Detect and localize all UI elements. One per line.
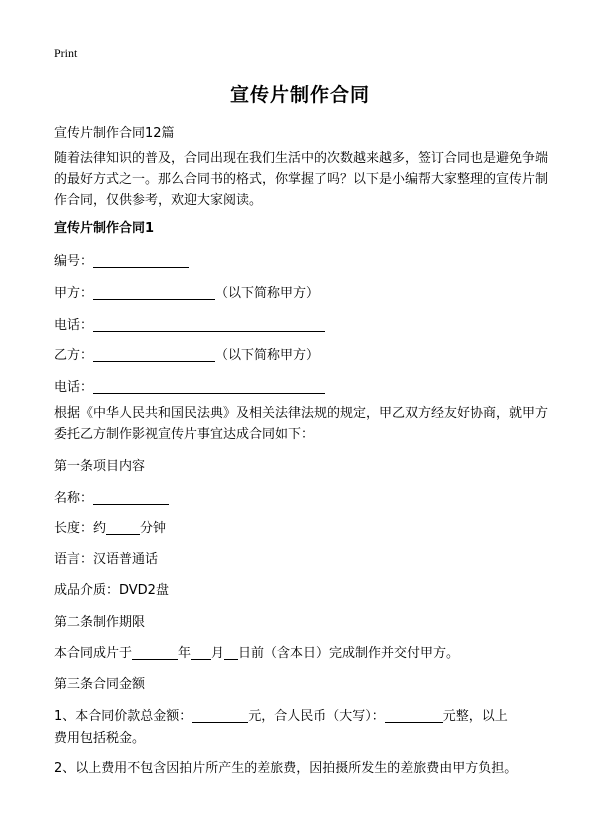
party-b-note: （以下简称甲方）	[215, 348, 320, 363]
length-suffix: 分钟	[140, 521, 167, 536]
clause1-mid: 元，合人民币（大写）：	[248, 709, 385, 724]
deadline-year: 年	[178, 646, 192, 661]
amount-words-blank[interactable]	[385, 708, 443, 723]
name-label: 名称：	[54, 491, 94, 506]
article1-heading: 第一条项目内容	[54, 459, 146, 474]
phone-blank[interactable]	[93, 317, 325, 332]
length-blank[interactable]	[106, 520, 140, 535]
print-link[interactable]: Print	[54, 46, 78, 60]
phone2-field	[54, 376, 325, 395]
party-a-note: （以下简称甲方）	[215, 286, 320, 301]
intro-paragraph: 随着法律知识的普及，合同出现在我们生活中的次数越来越多，签订合同也是避免争端的最好方式之一。那么合同书的格式，你掌握了吗？以下是小编帮大家整理的宣传片制作合同，仅供参考，欢迎大家阅读。	[54, 151, 549, 208]
length-prefix: 长度：约	[54, 521, 107, 536]
deadline-prefix: 本合同成片于	[54, 646, 133, 661]
phone-label: 电话：	[54, 318, 94, 333]
phone-field	[54, 314, 325, 333]
party-b-blank[interactable]	[93, 347, 215, 362]
amount-blank[interactable]	[192, 708, 248, 723]
length-field	[54, 517, 166, 536]
subtitle: 宣传片制作合同12篇	[54, 126, 175, 141]
party-a-label: 甲方：	[54, 286, 94, 301]
name-blank[interactable]	[93, 490, 169, 505]
number-label: 编号：	[54, 254, 94, 269]
article2-heading: 第二条制作期限	[54, 615, 146, 630]
preamble-paragraph: 根据《中华人民共和国民法典》及相关法律法规的规定，甲乙双方经友好协商，就甲方委托乙方制作影视宣传片事宜达成合同如下：	[54, 406, 549, 442]
section-heading: 宣传片制作合同1	[54, 221, 155, 236]
party-b-label: 乙方：	[54, 348, 94, 363]
language-line: 语言：汉语普通话	[54, 552, 159, 567]
deadline-suffix: 日前（含本日）完成制作并交付甲方。	[238, 646, 460, 661]
deadline-day-blank[interactable]	[224, 645, 238, 660]
party-a-field	[54, 282, 319, 301]
article3-heading: 第三条合同金额	[54, 677, 146, 692]
medium-line: 成品介质：DVD2盘	[54, 583, 169, 598]
phone2-blank[interactable]	[93, 379, 325, 394]
clause1-prefix: 1、本合同价款总金额：	[54, 709, 193, 724]
party-b-field	[54, 344, 319, 363]
phone2-label: 电话：	[54, 380, 94, 395]
clause1-line1	[54, 705, 508, 724]
clause1-suffix: 元整，以上	[442, 709, 508, 724]
deadline-month-blank[interactable]	[191, 645, 211, 660]
deadline-line	[54, 642, 459, 661]
number-field	[54, 250, 189, 269]
clause2-line: 2、以上费用不包含因拍片所产生的差旅费，因拍摄所发生的差旅费由甲方负担。	[54, 761, 518, 776]
document-title: 宣传片制作合同	[229, 84, 370, 106]
name-field	[54, 487, 169, 506]
party-a-blank[interactable]	[93, 285, 215, 300]
deadline-year-blank[interactable]	[132, 645, 178, 660]
deadline-month: 月	[211, 646, 225, 661]
clause1-line2: 费用包括税金。	[54, 731, 146, 746]
number-blank[interactable]	[93, 253, 189, 268]
